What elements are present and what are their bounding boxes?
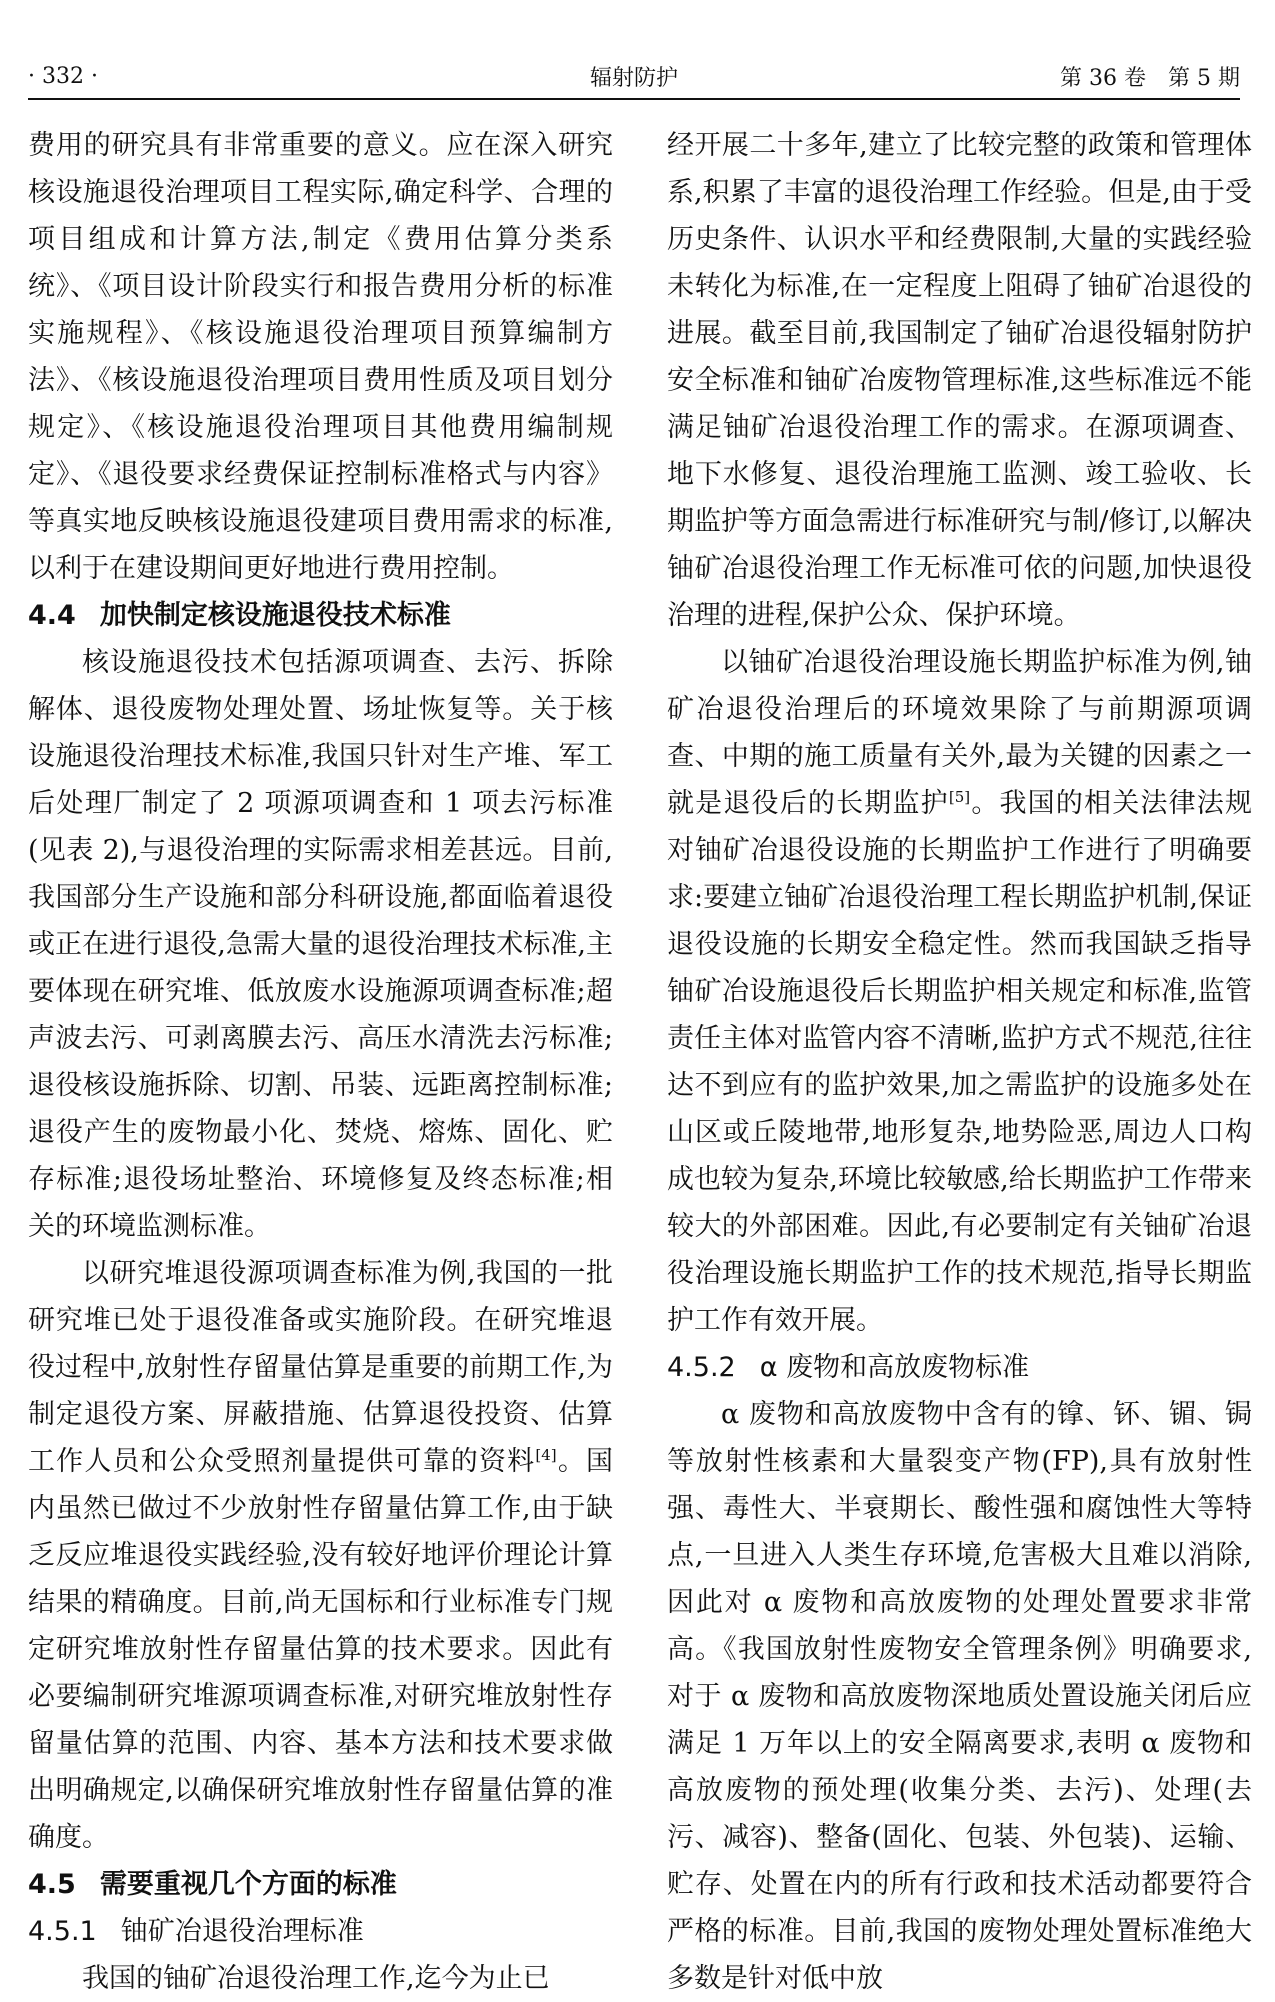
page-header bbox=[28, 58, 1240, 94]
paragraph-text: 以研究堆退役源项调查标准为例,我国的一批研究堆已处于退役准备或实施阶段。在研究堆退役过程中,放射性存留量估算是重要的前期工作,为制定退役方案、屏蔽措施、估算退役投资、估算工作人员和公众受照剂量提供可靠的资料 bbox=[28, 1258, 613, 1477]
journal-title: 辐射防护 bbox=[589, 65, 678, 91]
paragraph bbox=[667, 639, 1252, 1344]
section-title: 加快制定核设施退役技术标准 bbox=[99, 600, 451, 631]
paragraph: 核设施退役技术包括源项调查、去污、拆除解体、退役废物处理处置、场址恢复等。关于核设施退役治理技术标准,我国只针对生产堆、军工后处理厂制定了 2 项源项调查和 1 项去污标准(见表 2),与退役治理的实际需求相差甚远。目前,我国部分生产设施和部分科研设施,都面临着退役或正在进行退役,急需大量的退役治理技术标准,主要体现在研究堆、低放废水设施源项调查标准;超声波去污、可剥离膜去污、高压水清洗去污标准;退役核设施拆除、切割、吊装、远距离控制标准;退役产生的废物最小化、焚烧、熔炼、固化、贮存标准;退役场址整治、环境修复及终态标准;相关的环境监测标准。 bbox=[28, 647, 613, 1242]
section-number: 4.5.1 bbox=[28, 1916, 97, 1947]
citation-ref[interactable]: [4] bbox=[535, 1446, 557, 1464]
paragraph-text: 以铀矿冶退役治理设施长期监护标准为例,铀矿冶退役治理后的环境效果除了与前期源项调查、中期的施工质量有关外,最为关键的因素之一就是退役后的长期监护 bbox=[667, 647, 1252, 819]
section-heading-4-4 bbox=[28, 592, 613, 639]
section-title: α 废物和高放废物标准 bbox=[759, 1352, 1030, 1383]
paragraph-text: 。国内虽然已做过不少放射性存留量估算工作,由于缺乏反应堆退役实践经验,没有较好地评价理论计算结果的精确度。目前,尚无国标和行业标准专门规定研究堆放射性存留量估算的技术要求。因此有必要编制研究堆源项调查标准,对研究堆放射性存留量估算的范围、内容、基本方法和技术要求做出明确规定,以确保研究堆放射性存留量估算的准确度。 bbox=[28, 1446, 613, 1853]
volume-issue: 第 36 卷 第 5 期 bbox=[1060, 65, 1240, 91]
paragraph: 费用的研究具有非常重要的意义。应在深入研究核设施退役治理项目工程实际,确定科学、合理的项目组成和计算方法,制定《费用估算分类系统》、《项目设计阶段实行和报告费用分析的标准实施规程》、《核设施退役治理项目预算编制方法》、《核设施退役治理项目费用性质及项目划分规定》、《核设施退役治理项目其他费用编制规定》、《退役要求经费保证控制标准格式与内容》等真实地反映核设施退役建项目费用需求的标准,以利于在建设期间更好地进行费用控制。 bbox=[28, 130, 613, 584]
right-column bbox=[667, 122, 1252, 2002]
citation-ref[interactable]: [5] bbox=[948, 788, 971, 806]
section-number: 4.5.2 bbox=[667, 1352, 736, 1383]
section-number: 4.5 bbox=[28, 1869, 76, 1900]
paragraph: 经开展二十多年,建立了比较完整的政策和管理体系,积累了丰富的退役治理工作经验。但是,由于受历史条件、认识水平和经费限制,大量的实践经验未转化为标准,在一定程度上阻碍了铀矿冶退役的进展。截至目前,我国制定了铀矿冶退役辐射防护安全标准和铀矿冶废物管理标准,这些标准远不能满足铀矿冶退役治理工作的需求。在源项调查、地下水修复、退役治理施工监测、竣工验收、长期监护等方面急需进行标准研究与制/修订,以解决铀矿冶退役治理工作无标准可依的问题,加快退役治理的进程,保护公众、保护环境。 bbox=[667, 130, 1252, 631]
subsection-heading-4-5-1 bbox=[28, 1908, 613, 1955]
section-number: 4.4 bbox=[28, 600, 76, 631]
subsection-heading-4-5-2 bbox=[667, 1344, 1252, 1391]
section-title: 需要重视几个方面的标准 bbox=[99, 1869, 397, 1900]
section-heading-4-5 bbox=[28, 1861, 613, 1908]
paragraph: α 废物和高放废物中含有的镎、钚、镅、锔等放射性核素和大量裂变产物(FP),具有放射性强、毒性大、半衰期长、酸性强和腐蚀性大等特点,一旦进入人类生存环境,危害极大且难以消除,因此对 α 废物和高放废物的处理处置要求非常高。《我国放射性废物安全管理条例》明确要求,对于 α 废物和高放废物深地质处置设施关闭后应满足 1 万年以上的安全隔离要求,表明 α 废物和高放废物的预处理(收集分类、去污)、处理(去污、减容)、整备(固化、包装、外包装)、运输、贮存、处置在内的所有行政和技术活动都要符合严格的标准。目前,我国的废物处理处置标准绝大多数是针对低中放 bbox=[667, 1399, 1252, 1994]
page-number: · 332 · bbox=[28, 63, 98, 89]
paragraph bbox=[28, 1250, 613, 1861]
paragraph-text: 。我国的相关法律法规对铀矿冶退役设施的长期监护工作进行了明确要求:要建立铀矿冶退役治理工程长期监护机制,保证退役设施的长期安全稳定性。然而我国缺乏指导铀矿冶设施退役后长期监护相关规定和标准,监管责任主体对监管内容不清晰,监护方式不规范,往往达不到应有的监护效果,加之需监护的设施多处在山区或丘陵地带,地形复杂,地势险恶,周边人口构成也较为复杂,环境比较敏感,给长期监护工作带来较大的外部困难。因此,有必要制定有关铀矿冶退役治理设施长期监护工作的技术规范,指导长期监护工作有效开展。 bbox=[667, 788, 1252, 1336]
left-column bbox=[28, 122, 613, 2002]
paragraph: 我国的铀矿冶退役治理工作,迄今为止已 bbox=[82, 1963, 550, 1994]
header-rule bbox=[28, 98, 1240, 100]
section-title: 铀矿冶退役治理标准 bbox=[120, 1916, 364, 1947]
